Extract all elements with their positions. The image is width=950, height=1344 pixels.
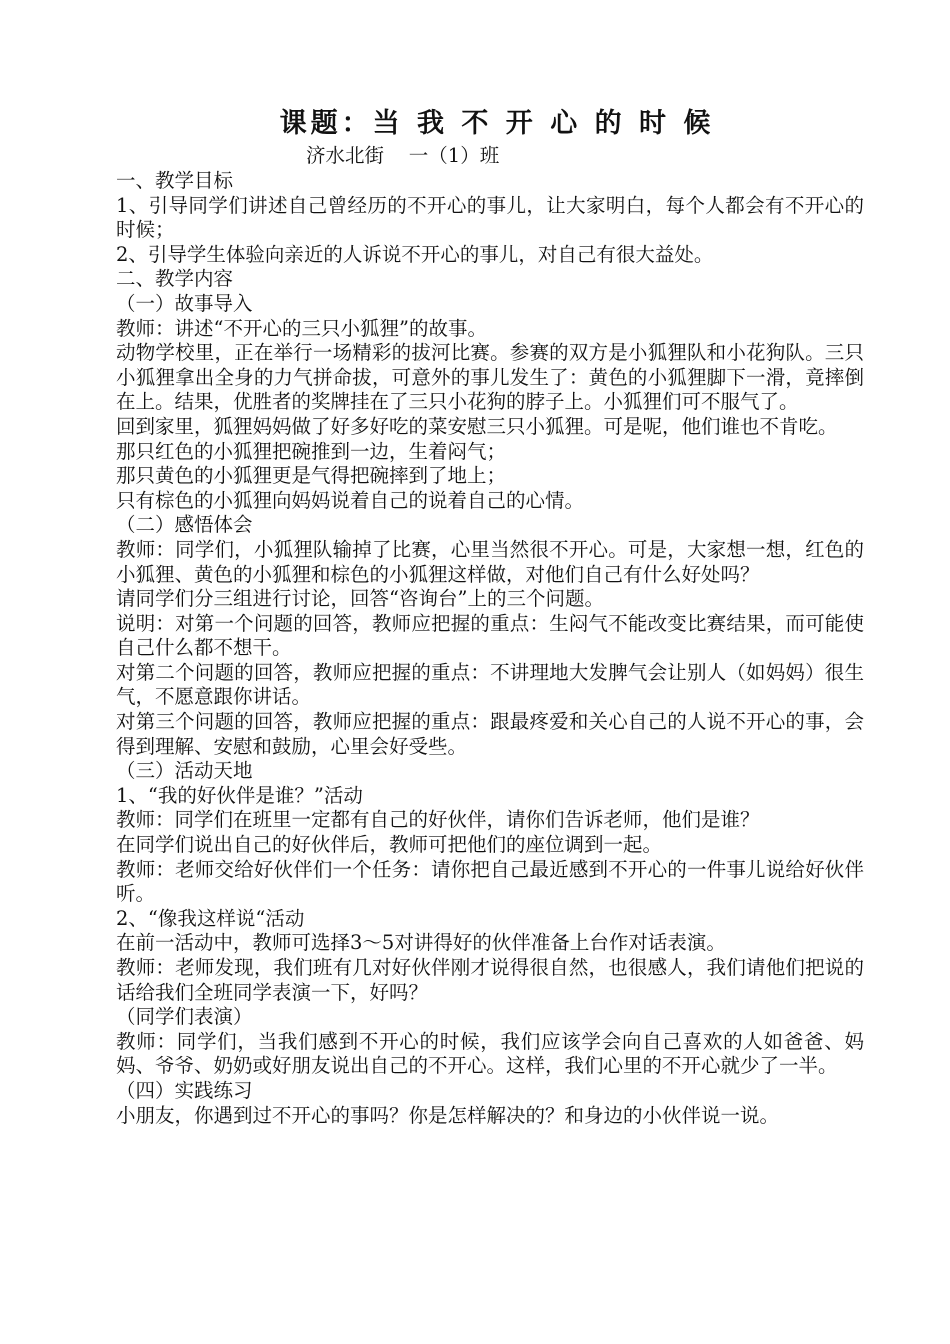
document-page [116,106,864,1128]
paragraph: 那只黄色的小狐狸更是气得把碗摔到了地上； [116,464,507,488]
document-subtitle: 济水北街 一（1）班 [306,144,500,167]
paragraph: 教师：老师交给好伙伴们一个任务：请你把自己最近感到不开心的一件事儿说给好伙伴听。 [116,857,864,906]
paragraph: 教师：老师发现，我们班有几对好伙伴刚才说得很自然，也很感人，我们请他们把说的话给我们全班同学表演一下，好吗？ [116,956,864,1004]
document-body [116,169,864,1128]
paragraph: 教师：讲述“不开心的三只小狐狸”的故事。 [116,316,487,340]
paragraph: （同学们表演） [116,1005,253,1029]
paragraph: 请同学们分三组进行讨论，回答“咨询台”上的三个问题。 [116,587,604,611]
paragraph: 在同学们说出自己的好伙伴后，教师可把他们的座位调到一起。 [116,833,663,857]
paragraph: 教师：同学们，当我们感到不开心的时候，我们应该学会向自己喜欢的人如爸爸、妈妈、爷爷、奶奶或好朋友说出自己的不开心。这样，我们心里的不开心就少了一半。 [116,1029,864,1078]
paragraph: 动物学校里，正在举行一场精彩的拔河比赛。参赛的双方是小狐狸队和小花狗队。三只小狐狸拿出全身的力气拼命拔，可意外的事儿发生了：黄色的小狐狸脚下一滑，竟摔倒在上。结果，优胜者的奖牌挂在了三只小花狗的脖子上。小狐狸们可不服气了。 [116,341,864,414]
paragraph: 教师：同学们在班里一定都有自己的好伙伴，请你们告诉老师，他们是谁？ [116,808,760,832]
paragraph: 1、引导同学们讲述自己曾经历的不开心的事儿，让大家明白，每个人都会有不开心的时候； [116,193,864,242]
paragraph: （三）活动天地 [116,759,253,783]
paragraph: 二、教学内容 [116,267,234,291]
paragraph: 回到家里，狐狸妈妈做了好多好吃的菜安慰三只小狐狸。可是呢，他们谁也不肯吃。 [116,414,838,438]
document-title: 课题：当 我 不 开 心 的 时 候 [279,108,715,139]
paragraph: 只有棕色的小狐狸向妈妈说着自己的说着自己的心情。 [116,488,585,512]
paragraph: （四）实践练习 [116,1078,253,1102]
paragraph: 对第二个问题的回答，教师应把握的重点：不讲理地大发脾气会让别人（如妈妈）很生气，不愿意跟你讲话。 [116,660,864,709]
paragraph: 一、教学目标 [116,169,234,192]
paragraph: 2、“像我这样说“活动 [116,906,305,930]
paragraph: 对第三个问题的回答，教师应把握的重点：跟最疼爱和关心自己的人说不开心的事，会得到理解、安慰和鼓励，心里会好受些。 [116,710,864,758]
paragraph: 1、“我的好伙伴是谁？”活动 [116,783,363,807]
paragraph: 教师：同学们，小狐狸队输掉了比赛，心里当然很不开心。可是，大家想一想，红色的小狐狸、黄色的小狐狸和棕色的小狐狸这样做，对他们自己有什么好处吗？ [116,537,864,586]
paragraph: 说明：对第一个问题的回答，教师应把握的重点：生闷气不能改变比赛结果，而可能使自己什么都不想干。 [116,611,864,660]
paragraph: 2、引导学生体验向亲近的人诉说不开心的事儿，对自己有很大益处。 [116,242,714,266]
paragraph: （一）故事导入 [116,291,253,315]
paragraph: 那只红色的小狐狸把碗推到一边，生着闷气； [116,439,507,463]
paragraph: 小朋友，你遇到过不开心的事吗？你是怎样解决的？和身边的小伙伴说一说。 [116,1103,780,1127]
paragraph: 在前一活动中，教师可选择3～5对讲得好的伙伴准备上台作对话表演。 [116,931,726,955]
paragraph: （二）感悟体会 [116,513,253,537]
